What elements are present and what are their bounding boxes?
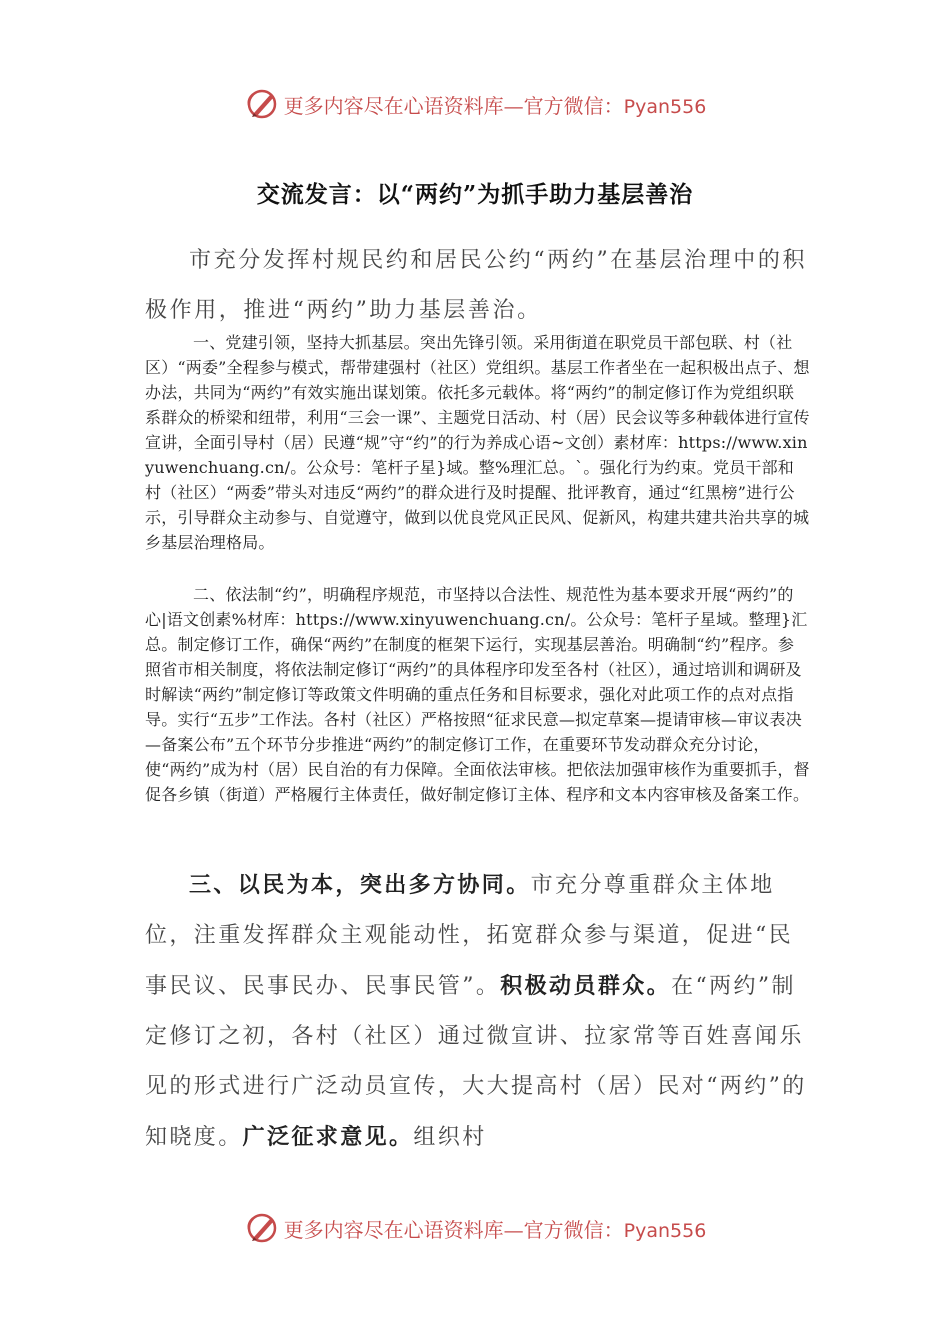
footer-banner (0, 1208, 950, 1248)
banner-text (284, 1214, 707, 1243)
banner-label: 更多内容尽在心语资料库—官方微信： (283, 1217, 624, 1242)
section-3-text-2: 在“两约”制定修订之初，各村（社区）通过微宣讲、拉家常等百姓喜闻乐见的形式进行广泛动员宣传，大大提高村（居）民对“两约”的知晓度。 (145, 974, 807, 1150)
section-3-sub-1: 积极动员群众。 (500, 973, 672, 999)
banner-text (284, 90, 707, 119)
banner-wechat: Pyan556 (623, 95, 707, 118)
banner-wechat: Pyan556 (623, 1219, 707, 1242)
lead-paragraph: 市充分发挥村规民约和居民公约“两约”在基层治理中的积极作用，推进“两约”助力基层善治。 (145, 248, 808, 323)
logo-pen-icon (244, 86, 280, 122)
logo-pen-icon (244, 1210, 280, 1246)
section-2-paragraph: 二、依法制“约”，明确程序规范，市坚持以合法性、规范性为基本要求开展“两约”的心|语文创素%材库：https://www.xinyuwenchuang.cn/。公众号：笔杆子星域。整理}汇总。制定修订工作，确保“两约”在制度的框架下运行，实现基层善治。明确制“约”程序。参照省市相关制度，将依法制定修订“两约”的具体程序印发至各村（社区），通过培训和调研及时解读“两约”制定修订等政策文件明确的重点任务和目标要求，强化对此项工作的点对点指导。实行“五步”工作法。各村（社区）严格按照“征求民意—拟定草案—提请审核—审议表决—备案公布”五个环节分步推进“两约”的制定修订工作，在重要环节发动群众充分讨论，使“两约”成为村（居）民自治的有力保障。全面依法审核。把依法加强审核作为重要抓手，督促各乡镇（街道）严格履行主体责任，做好制定修订主体、程序和文本内容审核及备案工作。 (145, 585, 810, 804)
page-title: 交流发言：以“两约”为抓手助力基层善治 (256, 181, 694, 208)
section-3-heading: 三、以民为本，突出多方协同。 (189, 872, 531, 898)
section-3-text-3: 组织村 (413, 1125, 487, 1150)
banner-label: 更多内容尽在心语资料库—官方微信： (283, 93, 624, 118)
section-1-paragraph: 一、党建引领，坚持大抓基层。突出先锋引领。采用街道在职党员干部包联、村（社区）“两委”全程参与模式，帮带建强村（社区）党组织。基层工作者坐在一起积极出点子、想办法，共同为“两约”有效实施出谋划策。依托多元载体。将“两约”的制定修订作为党组织联系群众的桥梁和纽带，利用“三会一课”、主题党日活动、村（居）民会议等多种载体进行宣传宣讲，全面引导村（居）民遵“规”守“约”的行为养成心语~文创）素材库：https://www.xinyuwenchuang.cn/。公众号：笔杆子星}域。整%理汇总。`。强化行为约束。党员干部和村（社区）“两委”带头对违反“两约”的群众进行及时提醒、批评教育，通过“红黑榜”进行公示，引导群众主动参与、自觉遵守，做到以优良党风正民风、促新风，构建共建共治共享的城乡基层治理格局。 (145, 333, 810, 552)
section-3-sub-2: 广泛征求意见。 (242, 1124, 414, 1150)
section-3-paragraph (145, 860, 810, 1163)
section-3-text-1: 市充分尊重群众主体地位，注重发挥群众主观能动性，拓宽群众参与渠道，促进“民事民议、民事民办、民事民管”。 (145, 873, 794, 999)
header-banner (0, 84, 950, 124)
